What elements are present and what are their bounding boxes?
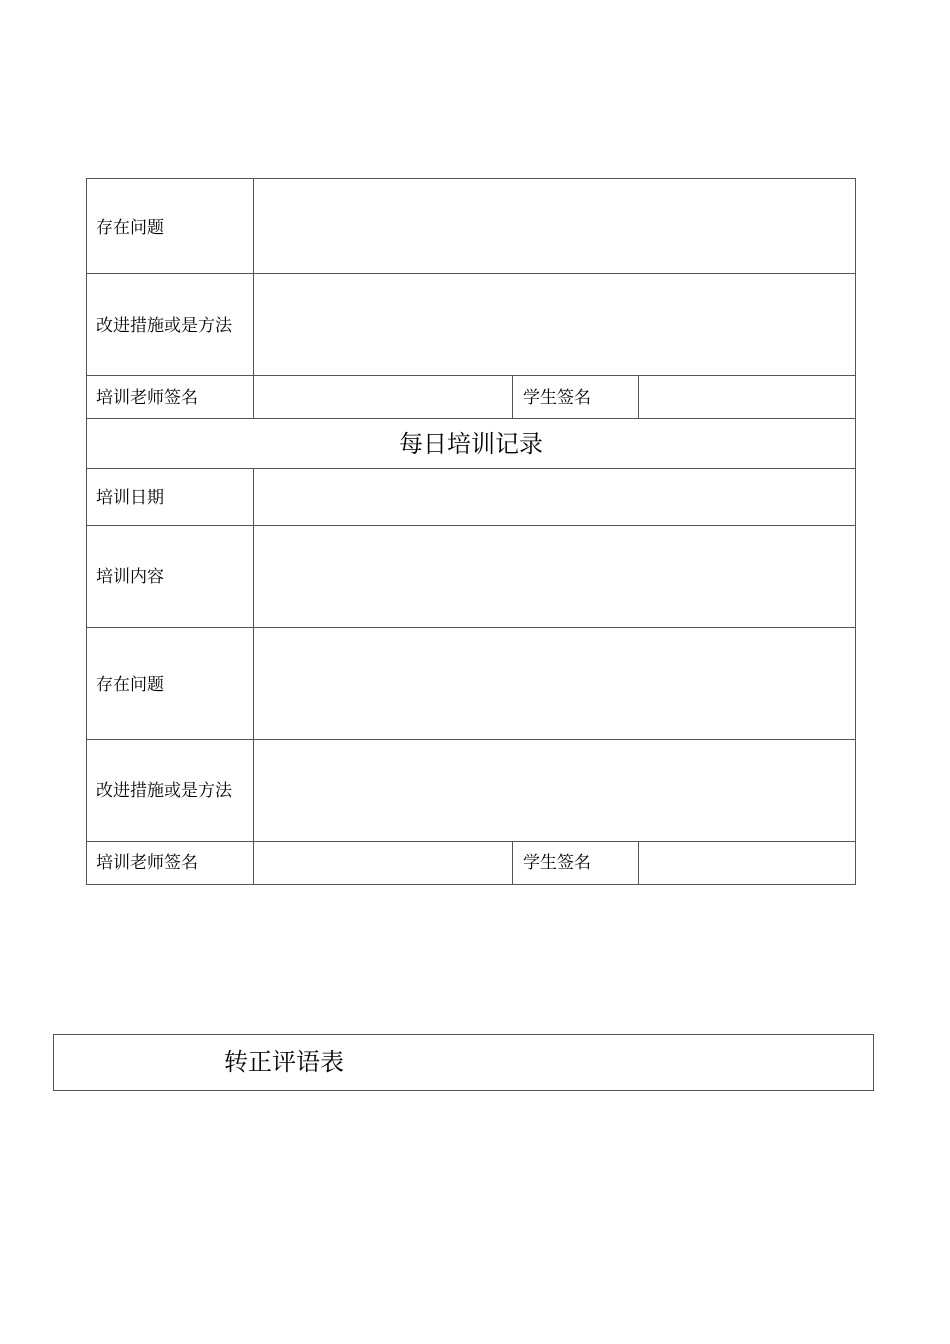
improvement-field[interactable] — [254, 274, 855, 375]
column-divider — [512, 375, 513, 418]
improvement-field[interactable] — [254, 740, 855, 841]
training-date-label: 培训日期 — [96, 488, 164, 508]
problems-field[interactable] — [254, 628, 855, 739]
teacher-signature-label: 培训老师签名 — [96, 388, 198, 408]
problems-label: 存在问题 — [96, 218, 164, 238]
evaluation-form-header — [53, 1034, 874, 1091]
improvement-label: 改进措施或是方法 — [96, 781, 232, 801]
student-signature-label: 学生签名 — [523, 853, 591, 873]
training-content-field[interactable] — [254, 526, 855, 627]
row-divider — [86, 418, 856, 419]
student-signature-label: 学生签名 — [523, 388, 591, 408]
teacher-signature-label: 培训老师签名 — [96, 853, 198, 873]
teacher-signature-field[interactable] — [254, 376, 512, 418]
problems-field[interactable] — [254, 179, 855, 273]
evaluation-form-title: 转正评语表 — [224, 1048, 344, 1076]
training-date-field[interactable] — [254, 469, 855, 525]
column-divider — [512, 841, 513, 885]
student-signature-field[interactable] — [639, 842, 855, 884]
training-content-label: 培训内容 — [96, 567, 164, 587]
problems-label: 存在问题 — [96, 675, 164, 695]
improvement-label: 改进措施或是方法 — [96, 316, 232, 336]
section-title: 每日培训记录 — [399, 430, 543, 458]
student-signature-field[interactable] — [639, 376, 855, 418]
teacher-signature-field[interactable] — [254, 842, 512, 884]
